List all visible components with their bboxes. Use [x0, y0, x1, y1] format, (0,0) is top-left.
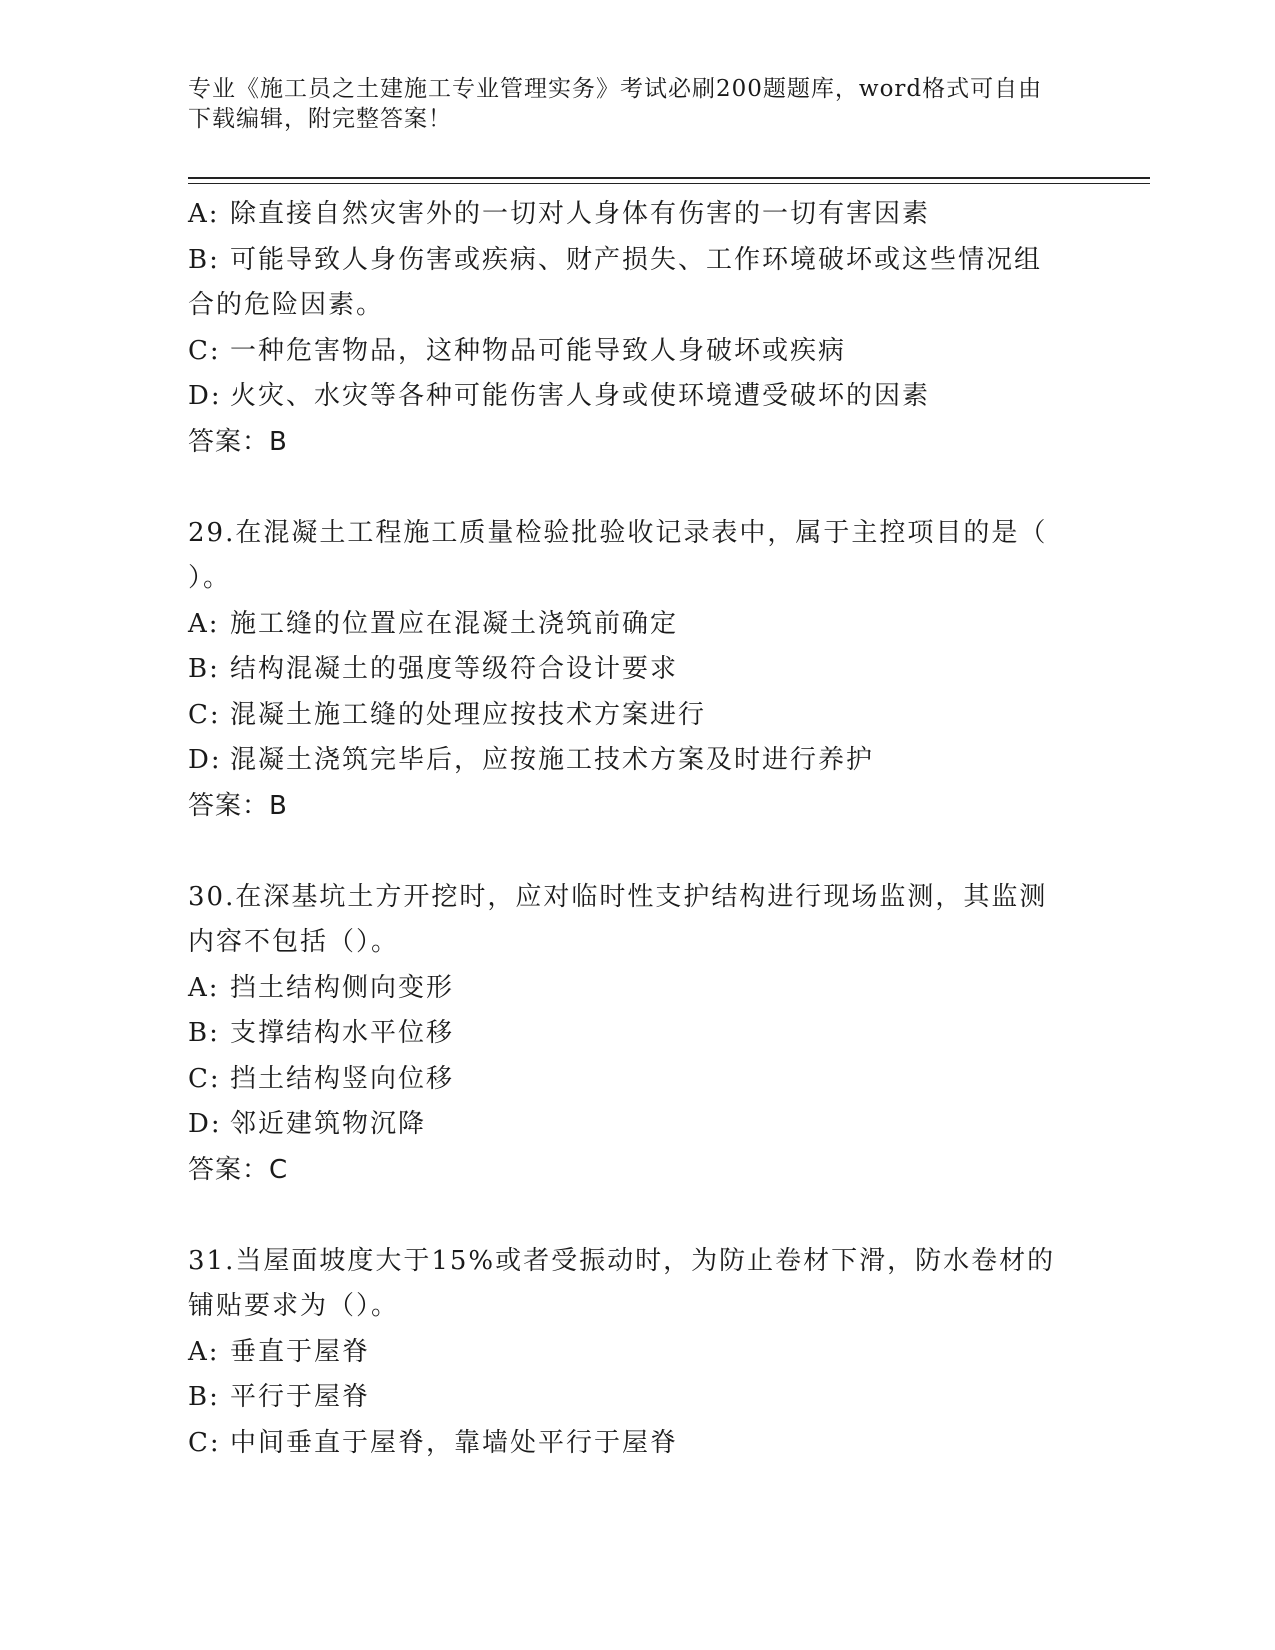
document-header: [188, 74, 1088, 134]
option-text: 挡土结构竖向位移: [230, 1063, 455, 1094]
option-a: [188, 602, 1088, 648]
option-key: C:: [188, 1063, 221, 1094]
option-key: D:: [188, 381, 222, 411]
header-line-2: 下载编辑，附完整答案！: [188, 106, 452, 132]
option-key: B:: [188, 1018, 220, 1048]
option-c: [188, 693, 1088, 739]
question-31: [188, 1239, 1088, 1467]
answer-line: 答案：B: [188, 790, 288, 821]
option-key: C:: [188, 335, 221, 366]
option-d: [188, 1102, 1088, 1148]
option-key: A:: [188, 1336, 220, 1367]
option-text: 混凝土浇筑完毕后，应按施工技术方案及时进行养护: [230, 745, 875, 775]
option-text: 垂直于屋脊: [230, 1336, 371, 1367]
header-line-1: 专业《施工员之土建施工专业管理实务》考试必刷200题题库，word格式可自由: [188, 76, 1043, 102]
option-key: B:: [188, 1382, 220, 1412]
option-d: [188, 738, 1088, 784]
answer-line: 答案：C: [188, 1154, 289, 1185]
option-text: 施工缝的位置应在混凝土浇筑前确定: [230, 608, 679, 639]
question-content: [188, 192, 1088, 1466]
question-stem-line-1: 31.当屋面坡度大于15%或者受振动时，为防止卷材下滑，防水卷材的: [188, 1245, 1056, 1276]
option-text: 混凝土施工缝的处理应按技术方案进行: [230, 699, 707, 730]
option-text: 可能导致人身伤害或疾病、财产损失、工作环境破坏或这些情况组: [230, 244, 1043, 275]
option-a: [188, 966, 1088, 1012]
option-b: [188, 238, 1088, 284]
question-stem-line-2: ）。: [188, 563, 232, 593]
option-text: 火灾、水灾等各种可能伤害人身或使环境遭受破坏的因素: [230, 381, 931, 411]
option-key: B:: [188, 654, 220, 684]
option-b: [188, 647, 1088, 693]
option-text: 平行于屋脊: [230, 1382, 371, 1412]
question-29: [188, 511, 1088, 830]
option-key: C:: [188, 699, 221, 730]
answer-line: 答案：B: [188, 426, 288, 457]
option-text: 除直接自然灾害外的一切对人身体有伤害的一切有害因素: [230, 199, 931, 229]
option-b: [188, 1011, 1088, 1057]
option-a: [188, 1330, 1088, 1376]
option-a: [188, 192, 1088, 238]
option-text: 支撑结构水平位移: [230, 1018, 455, 1048]
option-key: D:: [188, 1109, 222, 1139]
option-text: 中间垂直于屋脊，靠墙处平行于屋脊: [230, 1427, 679, 1458]
question-stem-line-2: 内容不包括（）。: [188, 927, 400, 957]
option-b: [188, 1375, 1088, 1421]
option-key: A:: [188, 199, 220, 229]
option-key: C:: [188, 1427, 221, 1458]
option-c: [188, 329, 1088, 375]
question-stem-line-1: 30.在深基坑土方开挖时，应对临时性支护结构进行现场监测，其监测: [188, 881, 1048, 912]
question-30: [188, 875, 1088, 1194]
question-28: [188, 192, 1088, 465]
option-key: A:: [188, 972, 220, 1003]
option-key: D:: [188, 745, 222, 775]
option-key: A:: [188, 608, 220, 639]
option-key: B:: [188, 244, 220, 275]
option-text: 结构混凝土的强度等级符合设计要求: [230, 654, 679, 684]
question-stem-line-1: 29.在混凝土工程施工质量检验批验收记录表中，属于主控项目的是（: [188, 517, 1048, 548]
option-c: [188, 1421, 1088, 1467]
option-c: [188, 1057, 1088, 1103]
option-b-continuation: 合的危险因素。: [188, 290, 385, 320]
question-stem-line-2: 铺贴要求为（）。: [188, 1291, 400, 1321]
option-text: 邻近建筑物沉降: [230, 1109, 427, 1139]
option-d: [188, 374, 1088, 420]
option-text: 挡土结构侧向变形: [230, 972, 455, 1003]
header-divider-thick: [188, 177, 1150, 179]
header-divider-thin: [188, 183, 1150, 184]
option-text: 一种危害物品，这种物品可能导致人身破坏或疾病: [230, 335, 847, 366]
